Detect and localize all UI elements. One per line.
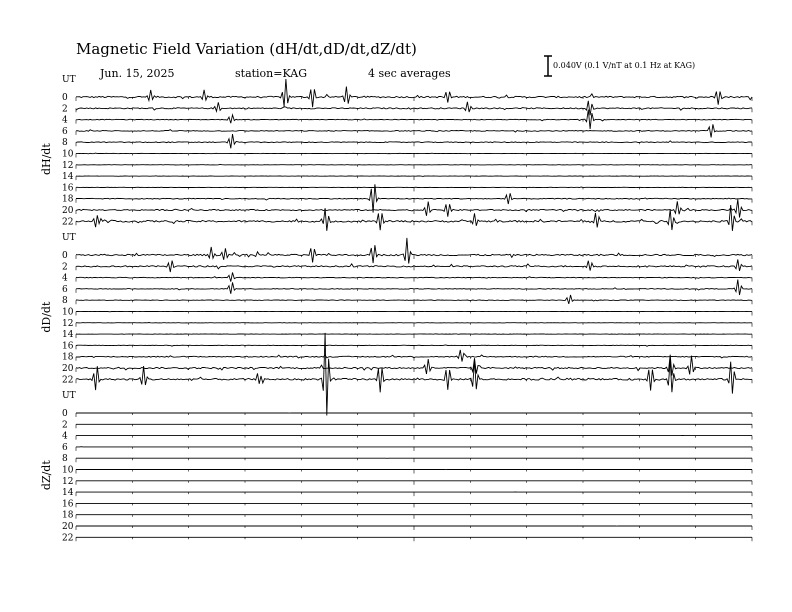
row-ticks	[76, 176, 752, 180]
hour-tick-label: 10	[62, 307, 74, 318]
chart-date: Jun. 15, 2025	[100, 67, 175, 80]
hour-tick-label: 2	[62, 262, 68, 273]
panel-title: dH/dt	[40, 143, 53, 176]
hour-tick-label: 14	[62, 330, 74, 341]
hour-tick-label: 18	[62, 510, 74, 521]
hour-tick-label: 0	[62, 409, 68, 419]
hour-tick-label: 6	[62, 442, 68, 453]
row-ticks	[76, 187, 752, 191]
hour-tick-label: 12	[62, 318, 74, 329]
ut-label: UT	[62, 75, 76, 85]
scale-label: 0.040V (0.1 V/nT at 0.1 Hz at KAG)	[553, 61, 696, 70]
hour-tick-label: 16	[62, 341, 74, 352]
row-ticks	[76, 334, 752, 338]
hour-tick-label: 8	[62, 138, 68, 149]
trace-line	[76, 164, 752, 165]
trace-line	[76, 110, 752, 129]
trace-line	[76, 205, 752, 231]
panels-group	[40, 75, 752, 543]
hour-tick-label: 6	[62, 126, 68, 137]
panel-title: dD/dt	[40, 301, 53, 333]
hour-tick-label: 4	[62, 273, 68, 284]
hour-tick-label: 12	[62, 160, 74, 171]
row-ticks	[76, 424, 752, 428]
row-ticks	[76, 131, 752, 135]
trace-line	[76, 238, 752, 264]
row-ticks	[76, 312, 752, 316]
panel-1	[40, 233, 752, 416]
row-ticks	[76, 210, 752, 214]
averaging-label: 4 sec averages	[368, 67, 451, 80]
row-ticks	[76, 323, 752, 327]
trace-line	[76, 334, 752, 335]
hour-tick-label: 22	[62, 217, 74, 228]
hour-tick-label: 2	[62, 420, 68, 431]
row-ticks	[76, 537, 752, 541]
panel-0	[40, 75, 752, 231]
hour-tick-label: 4	[62, 115, 68, 126]
row-ticks	[76, 470, 752, 474]
hour-tick-label: 6	[62, 284, 68, 295]
row-ticks	[76, 266, 752, 270]
scale-bar	[544, 56, 552, 76]
hour-tick-label: 8	[62, 454, 68, 465]
trace-line	[76, 176, 752, 177]
hour-tick-label: 20	[62, 206, 74, 216]
row-ticks	[76, 345, 752, 349]
hour-tick-label: 20	[62, 364, 74, 374]
trace-line	[76, 101, 752, 116]
hour-tick-label: 12	[62, 476, 74, 487]
row-ticks	[76, 492, 752, 496]
hour-tick-label: 14	[62, 488, 74, 499]
hour-tick-label: 8	[62, 296, 68, 307]
row-ticks	[76, 481, 752, 485]
row-ticks	[76, 368, 752, 372]
row-ticks	[76, 458, 752, 462]
hour-tick-label: 18	[62, 352, 74, 363]
hour-tick-label: 22	[62, 533, 74, 544]
row-ticks	[76, 526, 752, 530]
row-ticks	[76, 300, 752, 304]
row-ticks	[76, 278, 752, 282]
panel-2	[40, 391, 752, 543]
row-ticks	[76, 515, 752, 519]
row-ticks	[76, 199, 752, 203]
hour-tick-label: 16	[62, 499, 74, 510]
hour-tick-label: 10	[62, 465, 74, 476]
trace-line	[76, 79, 752, 107]
row-ticks	[76, 154, 752, 158]
hour-tick-label: 2	[62, 104, 68, 115]
row-ticks	[76, 413, 752, 417]
row-ticks	[76, 289, 752, 293]
hour-tick-label: 0	[62, 93, 68, 103]
row-ticks	[76, 165, 752, 169]
row-ticks	[76, 436, 752, 440]
hour-tick-label: 10	[62, 149, 74, 160]
row-ticks	[76, 142, 752, 146]
hour-tick-label: 16	[62, 183, 74, 194]
ut-label: UT	[62, 391, 76, 401]
hour-tick-label: 14	[62, 172, 74, 183]
trace-line	[76, 153, 752, 154]
ut-label: UT	[62, 233, 76, 243]
row-ticks	[76, 379, 752, 383]
row-ticks	[76, 447, 752, 451]
hour-tick-label: 0	[62, 251, 68, 261]
row-ticks	[76, 503, 752, 507]
panel-title: dZ/dt	[40, 460, 53, 491]
hour-tick-label: 22	[62, 375, 74, 386]
station-label: station=KAG	[235, 67, 307, 80]
chart-title: Magnetic Field Variation (dH/dt,dD/dt,dZ/dt)	[76, 40, 417, 58]
hour-tick-label: 18	[62, 194, 74, 205]
trace-line	[76, 124, 752, 137]
hour-tick-label: 4	[62, 431, 68, 442]
hour-tick-label: 20	[62, 522, 74, 532]
trace-line	[76, 187, 752, 188]
